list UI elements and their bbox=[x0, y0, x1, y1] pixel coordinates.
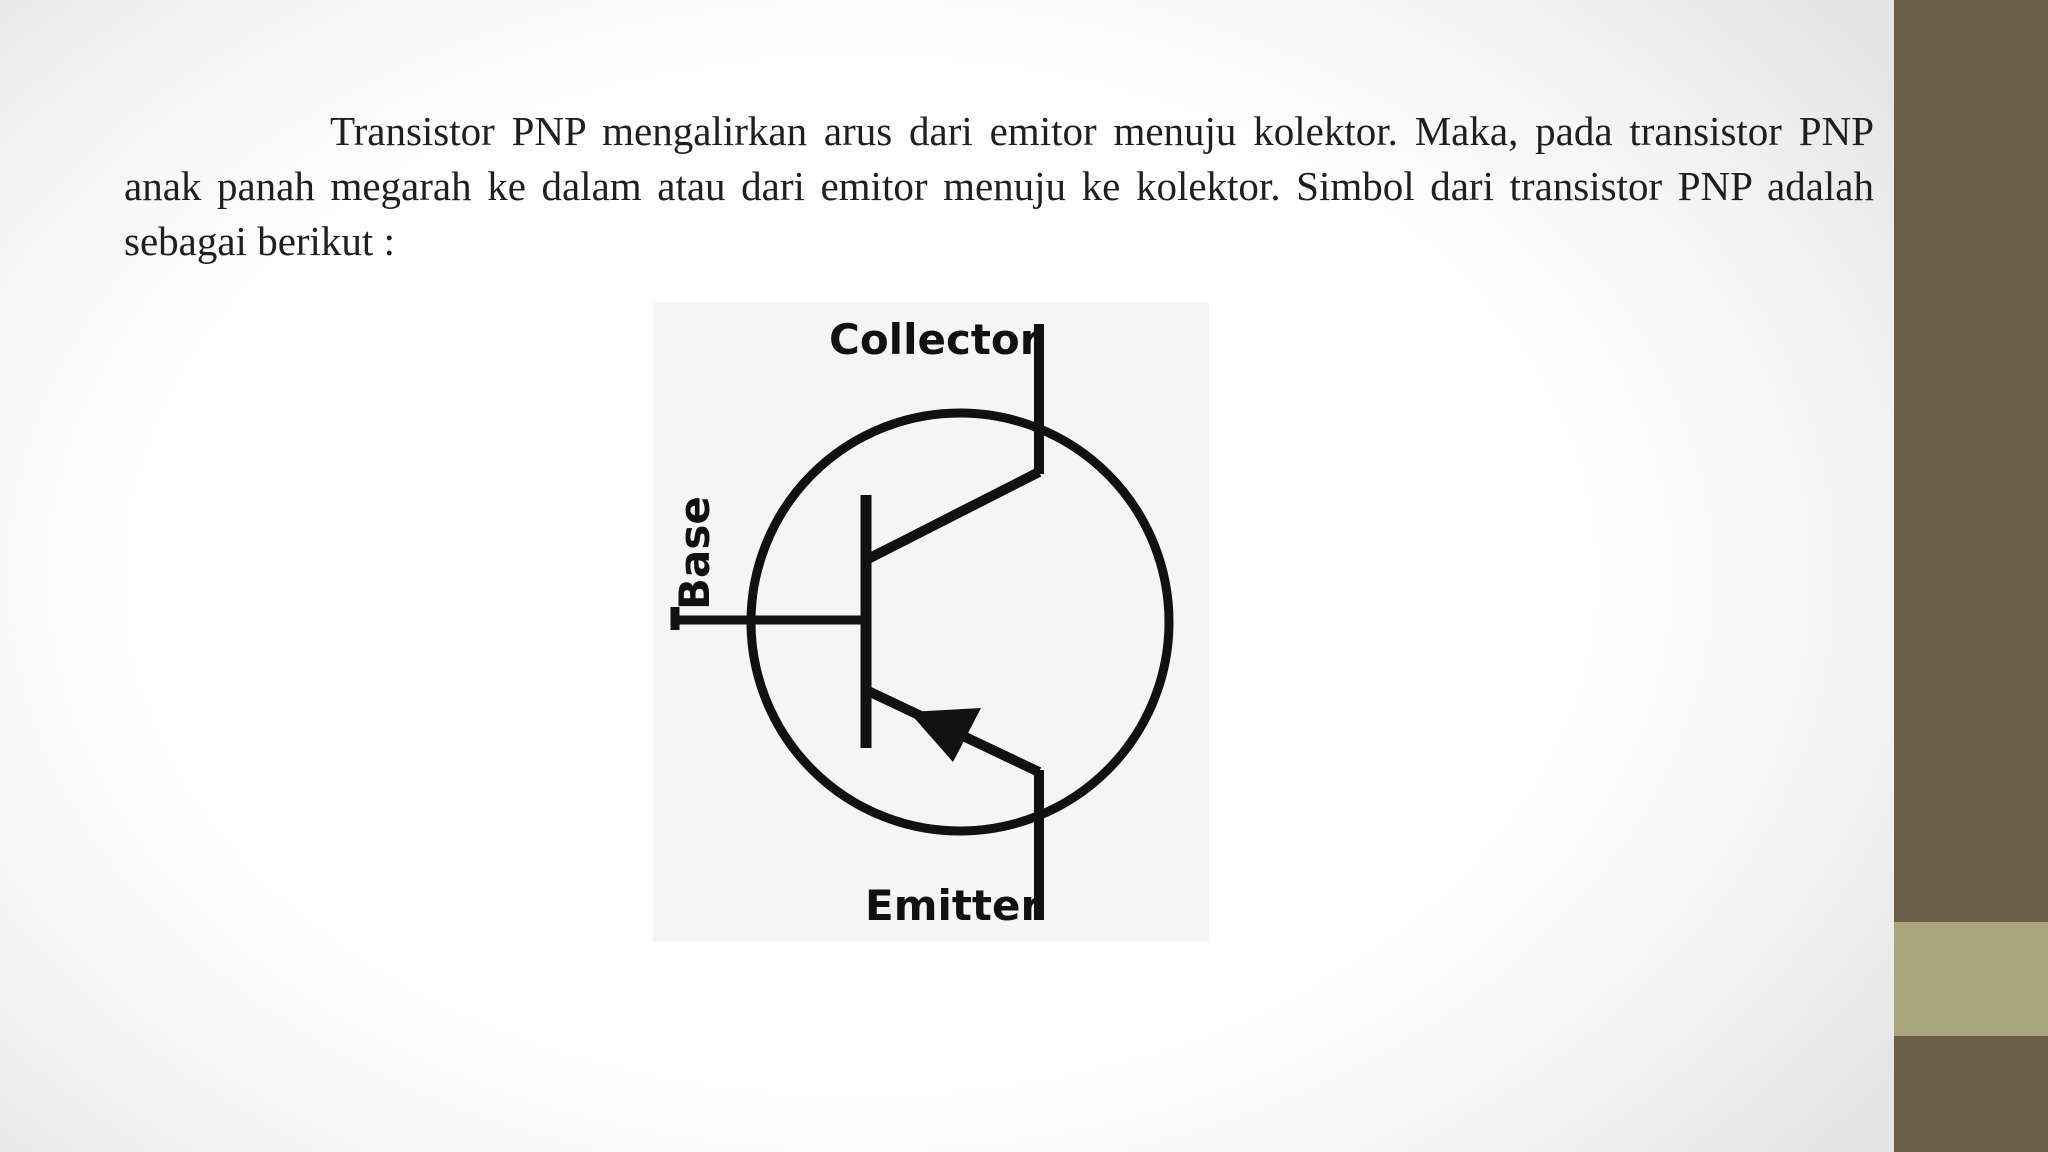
emitter-label: Emitter bbox=[865, 881, 1042, 930]
pnp-transistor-diagram bbox=[653, 302, 1209, 942]
body-paragraph: Transistor PNP mengalirkan arus dari emitor menuju kolektor. Maka, pada transistor PNP anak panah megarah ke dalam atau dari emitor menuju ke kolektor. Simbol dari transistor PNP adalah sebagai berikut : bbox=[124, 108, 1874, 264]
collector-label: Collector bbox=[829, 315, 1041, 364]
base-label: Base bbox=[670, 496, 719, 610]
decorative-sidebar-accent bbox=[1894, 922, 2048, 1036]
collector-diagonal bbox=[866, 472, 1039, 560]
pnp-transistor-symbol bbox=[653, 302, 1209, 942]
